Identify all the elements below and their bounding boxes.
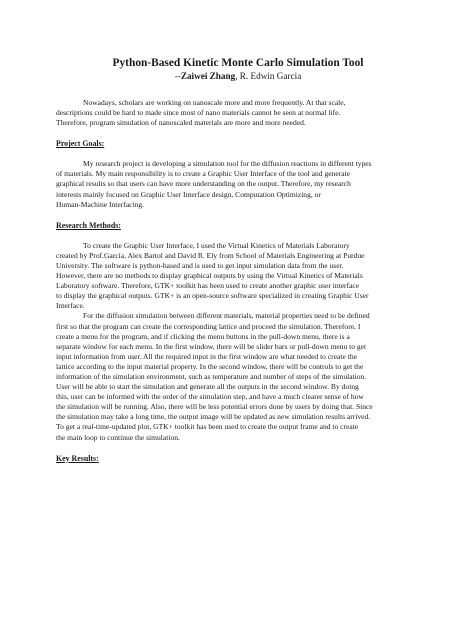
- text-line: For the diffusion simulation between different materials, material properties need to be defined: [83, 311, 370, 321]
- research-methods-paragraph-1: [56, 241, 420, 312]
- text-line: the simulation will be running. Also, there will be less potential errors done by users by doing that. Since: [56, 402, 373, 412]
- text-line: However, there are no methods to display graphical outputs by using the Virtual Kinetics of Materials: [56, 271, 363, 281]
- text-line: User will be able to start the simulation and generate all the outputs in the second window. By doing: [56, 382, 359, 392]
- text-line: interests mainly focused on Graphic User Interface design, Computation Optimizing, or: [56, 189, 321, 199]
- text-line: Laboratory software. Therefore, GTK+ toolkit has been used to create another graphic user interface: [56, 281, 360, 291]
- author-secondary: , R. Edwin Garcia: [235, 71, 302, 81]
- text-line: Human-Machine Interfacing.: [56, 199, 145, 209]
- project-goals-paragraph: [56, 159, 420, 209]
- text-line: To get a real-time-updated plot, GTK+ toolkit has been used to create the output frame and to create: [56, 422, 359, 432]
- author-primary: Zaiwei Zhang: [180, 71, 236, 81]
- text-line: of materials. My main responsibility is to create a Graphic User Interface of the tool and generate: [56, 169, 351, 179]
- intro-paragraph: [56, 98, 420, 128]
- text-line: descriptions could be hard to made since most of nano materials cannot be seen at normal life.: [56, 108, 341, 118]
- text-line: lattice according to the input material property. In the second window, there will be controls to get the: [56, 361, 364, 371]
- text-line: Interface.: [56, 301, 85, 311]
- text-line: graphical results so that users can have more understanding on the output. Therefore, my research: [56, 179, 351, 189]
- document-page: [56, 56, 420, 464]
- text-line: My research project is developing a simulation tool for the diffusion reactions in different types: [83, 159, 372, 169]
- section-heading-research-methods: Research Methods:: [56, 220, 121, 230]
- text-line: separate window for each menu. In the first window, there will be slider bars or pull-down menu to get: [56, 341, 367, 351]
- text-line: University. The software is python-based and is used to get input simulation data from the user.: [56, 260, 344, 270]
- text-line: Nowadays, scholars are working on nanoscale more and more frequently. At that scale,: [83, 98, 346, 107]
- document-title: Python-Based Kinetic Monte Carlo Simulation Tool: [112, 57, 364, 69]
- text-line: input information from user. All the required input in the first window are what needed to create the: [56, 351, 357, 361]
- text-line: information of the simulation environment, such as temperature and number of steps of the simulation.: [56, 371, 367, 381]
- document-authors: [56, 70, 420, 82]
- text-line: created by Prof.Garcia, Alex Bartol and David R. Ely from School of Materials Engineering at Purdue: [56, 250, 365, 260]
- research-methods-paragraph-2: [56, 311, 420, 442]
- text-line: Therefore, program simulation of nanoscaled materials are more and more needed.: [56, 118, 306, 128]
- text-line: create a menu for the program, and if clicking the menu buttons in the pull-down menu, there is a: [56, 331, 350, 341]
- section-heading-project-goals: Project Goals:: [56, 139, 105, 149]
- text-line: first so that the program can create the corresponding lattice and proceed the simulation. Therefore, I: [56, 321, 361, 331]
- text-line: this, user can be informed with the order of the simulation step, and have a much clearer sense of how: [56, 392, 364, 402]
- authors-prefix: --: [174, 71, 181, 81]
- text-line: To create the Graphic User Interface, I used the Virtual Kinetics of Materials Laboratory: [83, 240, 350, 250]
- text-line: to display the graphical outputs. GTK+ is an open-source software specialized in creating Graphic User: [56, 291, 369, 301]
- section-heading-key-results: Key Results:: [56, 453, 99, 463]
- text-line: the main loop to continue the simulation.: [56, 432, 180, 442]
- text-line: the simulation may take a long time, the output image will be updated as new simulation results arrived.: [56, 412, 371, 422]
